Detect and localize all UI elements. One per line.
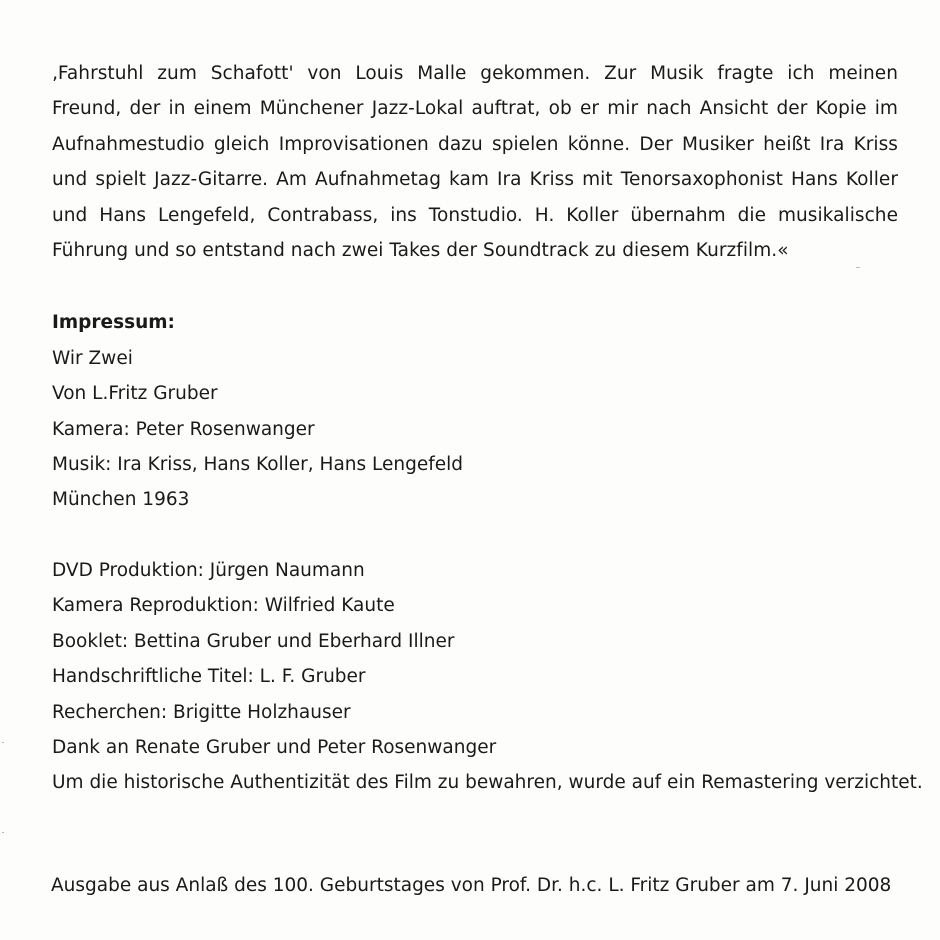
credits-line: DVD Produktion: Jürgen Naumann xyxy=(52,559,365,581)
intro-line: Freund, der in einem Münchener Jazz-Lokal auftrat, ob er mir nach Ansicht der Kopie im xyxy=(52,98,898,120)
paper-speck xyxy=(2,832,4,833)
booklet-page xyxy=(52,56,923,801)
credits-section xyxy=(52,553,923,801)
credits-line: Kamera Reproduktion: Wilfried Kaute xyxy=(52,595,395,617)
intro-line: und spielt Jazz-Gitarre. Am Aufnahmetag kam Ira Kriss mit Tenorsaxophonist Hans Koller xyxy=(52,169,898,191)
intro-line: Führung und so entstand nach zwei Takes der Soundtrack zu diesem Kurzfilm.« xyxy=(52,240,789,262)
intro-line: und Hans Lengefeld, Contrabass, ins Tonstudio. H. Koller übernahm die musikalische xyxy=(52,204,898,226)
credits-line: Dank an Renate Gruber und Peter Rosenwanger xyxy=(52,736,497,758)
intro-line: ‚Fahrstuhl zum Schafott' von Louis Malle gekommen. Zur Musik fragte ich meinen xyxy=(52,63,898,84)
edition-note: Ausgabe aus Anlaß des 100. Geburtstages von Prof. Dr. h.c. L. Fritz Gruber am 7. Juni 2008 xyxy=(51,875,892,896)
impressum-line: Von L.Fritz Gruber xyxy=(52,383,218,405)
impressum-line: Wir Zwei xyxy=(52,347,133,369)
intro-line: Aufnahmestudio gleich Improvisationen dazu spielen könne. Der Musiker heißt Ira Kriss xyxy=(52,133,898,155)
impressum-line: Kamera: Peter Rosenwanger xyxy=(52,418,315,440)
intro-paragraph xyxy=(52,56,898,268)
credits-line: Handschriftliche Titel: L. F. Gruber xyxy=(52,666,366,688)
impressum-line: Musik: Ira Kriss, Hans Koller, Hans Lengefeld xyxy=(52,454,464,476)
impressum-heading: Impressum: xyxy=(52,312,175,334)
credits-line: Booklet: Bettina Gruber und Eberhard Illner xyxy=(52,630,455,652)
impressum-line: München 1963 xyxy=(52,489,190,511)
credits-line: Recherchen: Brigitte Holzhauser xyxy=(52,701,351,723)
paper-speck xyxy=(856,267,860,268)
credits-line: Um die historische Authentizität des Film zu bewahren, wurde auf ein Remastering verzichtet. xyxy=(52,772,923,794)
paper-speck xyxy=(2,742,4,743)
impressum-section xyxy=(52,305,898,517)
